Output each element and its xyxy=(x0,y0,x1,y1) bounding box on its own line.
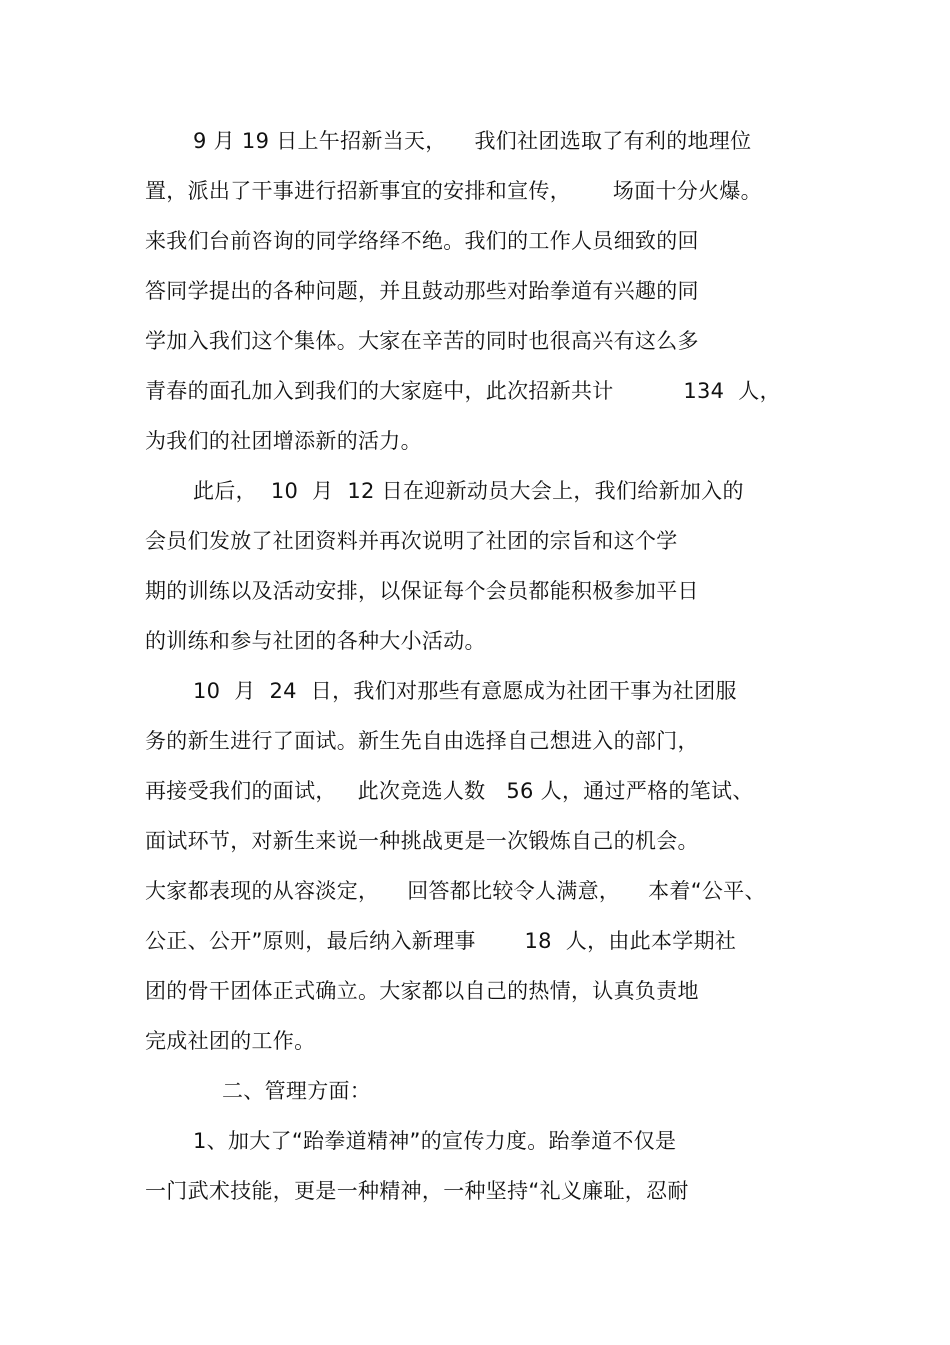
paragraph-1-line-1: 9 月 19 日上午招新当天， 我们社团选取了有利的地理位 xyxy=(193,129,752,153)
paragraph-3-line-3: 再接受我们的面试， 此次竞选人数 56 人，通过严格的笔试、 xyxy=(145,779,754,803)
paragraph-3-line-4: 面试环节，对新生来说一种挑战更是一次锻炼自己的机会。 xyxy=(145,829,699,853)
paragraph-1-line-4: 答同学提出的各种问题，并且鼓动那些对跆拳道有兴趣的同 xyxy=(145,279,699,303)
paragraph-3-line-5: 大家都表现的从容淡定， 回答都比较令人满意， 本着“公平、 xyxy=(145,879,766,903)
paragraph-1-line-5: 学加入我们这个集体。大家在辛苦的同时也很高兴有这么多 xyxy=(145,329,699,353)
paragraph-3-line-8: 完成社团的工作。 xyxy=(145,1029,316,1053)
paragraph-1-line-2: 置，派出了干事进行招新事宜的安排和宣传， 场面十分火爆。 xyxy=(145,179,762,203)
paragraph-3-line-6: 公正、公开”原则，最后纳入新理事 18 人，由此本学期社 xyxy=(145,929,737,953)
paragraph-3-line-2: 务的新生进行了面试。新生先自由选择自己想进入的部门， xyxy=(145,729,699,753)
paragraph-3-line-1: 10 月 24 日，我们对那些有意愿成为社团干事为社团服 xyxy=(193,679,737,703)
paragraph-2-line-3: 期的训练以及活动安排，以保证每个会员都能积极参加平日 xyxy=(145,579,699,603)
paragraph-4-line-1: 1、加大了“跆拳道精神”的宣传力度。跆拳道不仅是 xyxy=(193,1129,677,1153)
paragraph-2-line-1: 此后， 10 月 12 日在迎新动员大会上，我们给新加入的 xyxy=(193,479,744,503)
paragraph-4-line-2: 一门武术技能，更是一种精神，一种坚持“礼义廉耻，忍耐 xyxy=(145,1179,689,1203)
paragraph-2-line-4: 的训练和参与社团的各种大小活动。 xyxy=(145,629,486,653)
paragraph-1-line-3: 来我们台前咨询的同学络绎不绝。我们的工作人员细致的回 xyxy=(145,229,699,253)
paragraph-3-line-7: 团的骨干团体正式确立。大家都以自己的热情，认真负责地 xyxy=(145,979,699,1003)
section-heading-management: 二、管理方面： xyxy=(222,1079,372,1103)
paragraph-1-line-6: 青春的面孔加入到我们的大家庭中，此次招新共计 134 人， xyxy=(145,379,781,403)
paragraph-2-line-2: 会员们发放了社团资料并再次说明了社团的宗旨和这个学 xyxy=(145,529,678,553)
paragraph-1-line-7: 为我们的社团增添新的活力。 xyxy=(145,429,422,453)
